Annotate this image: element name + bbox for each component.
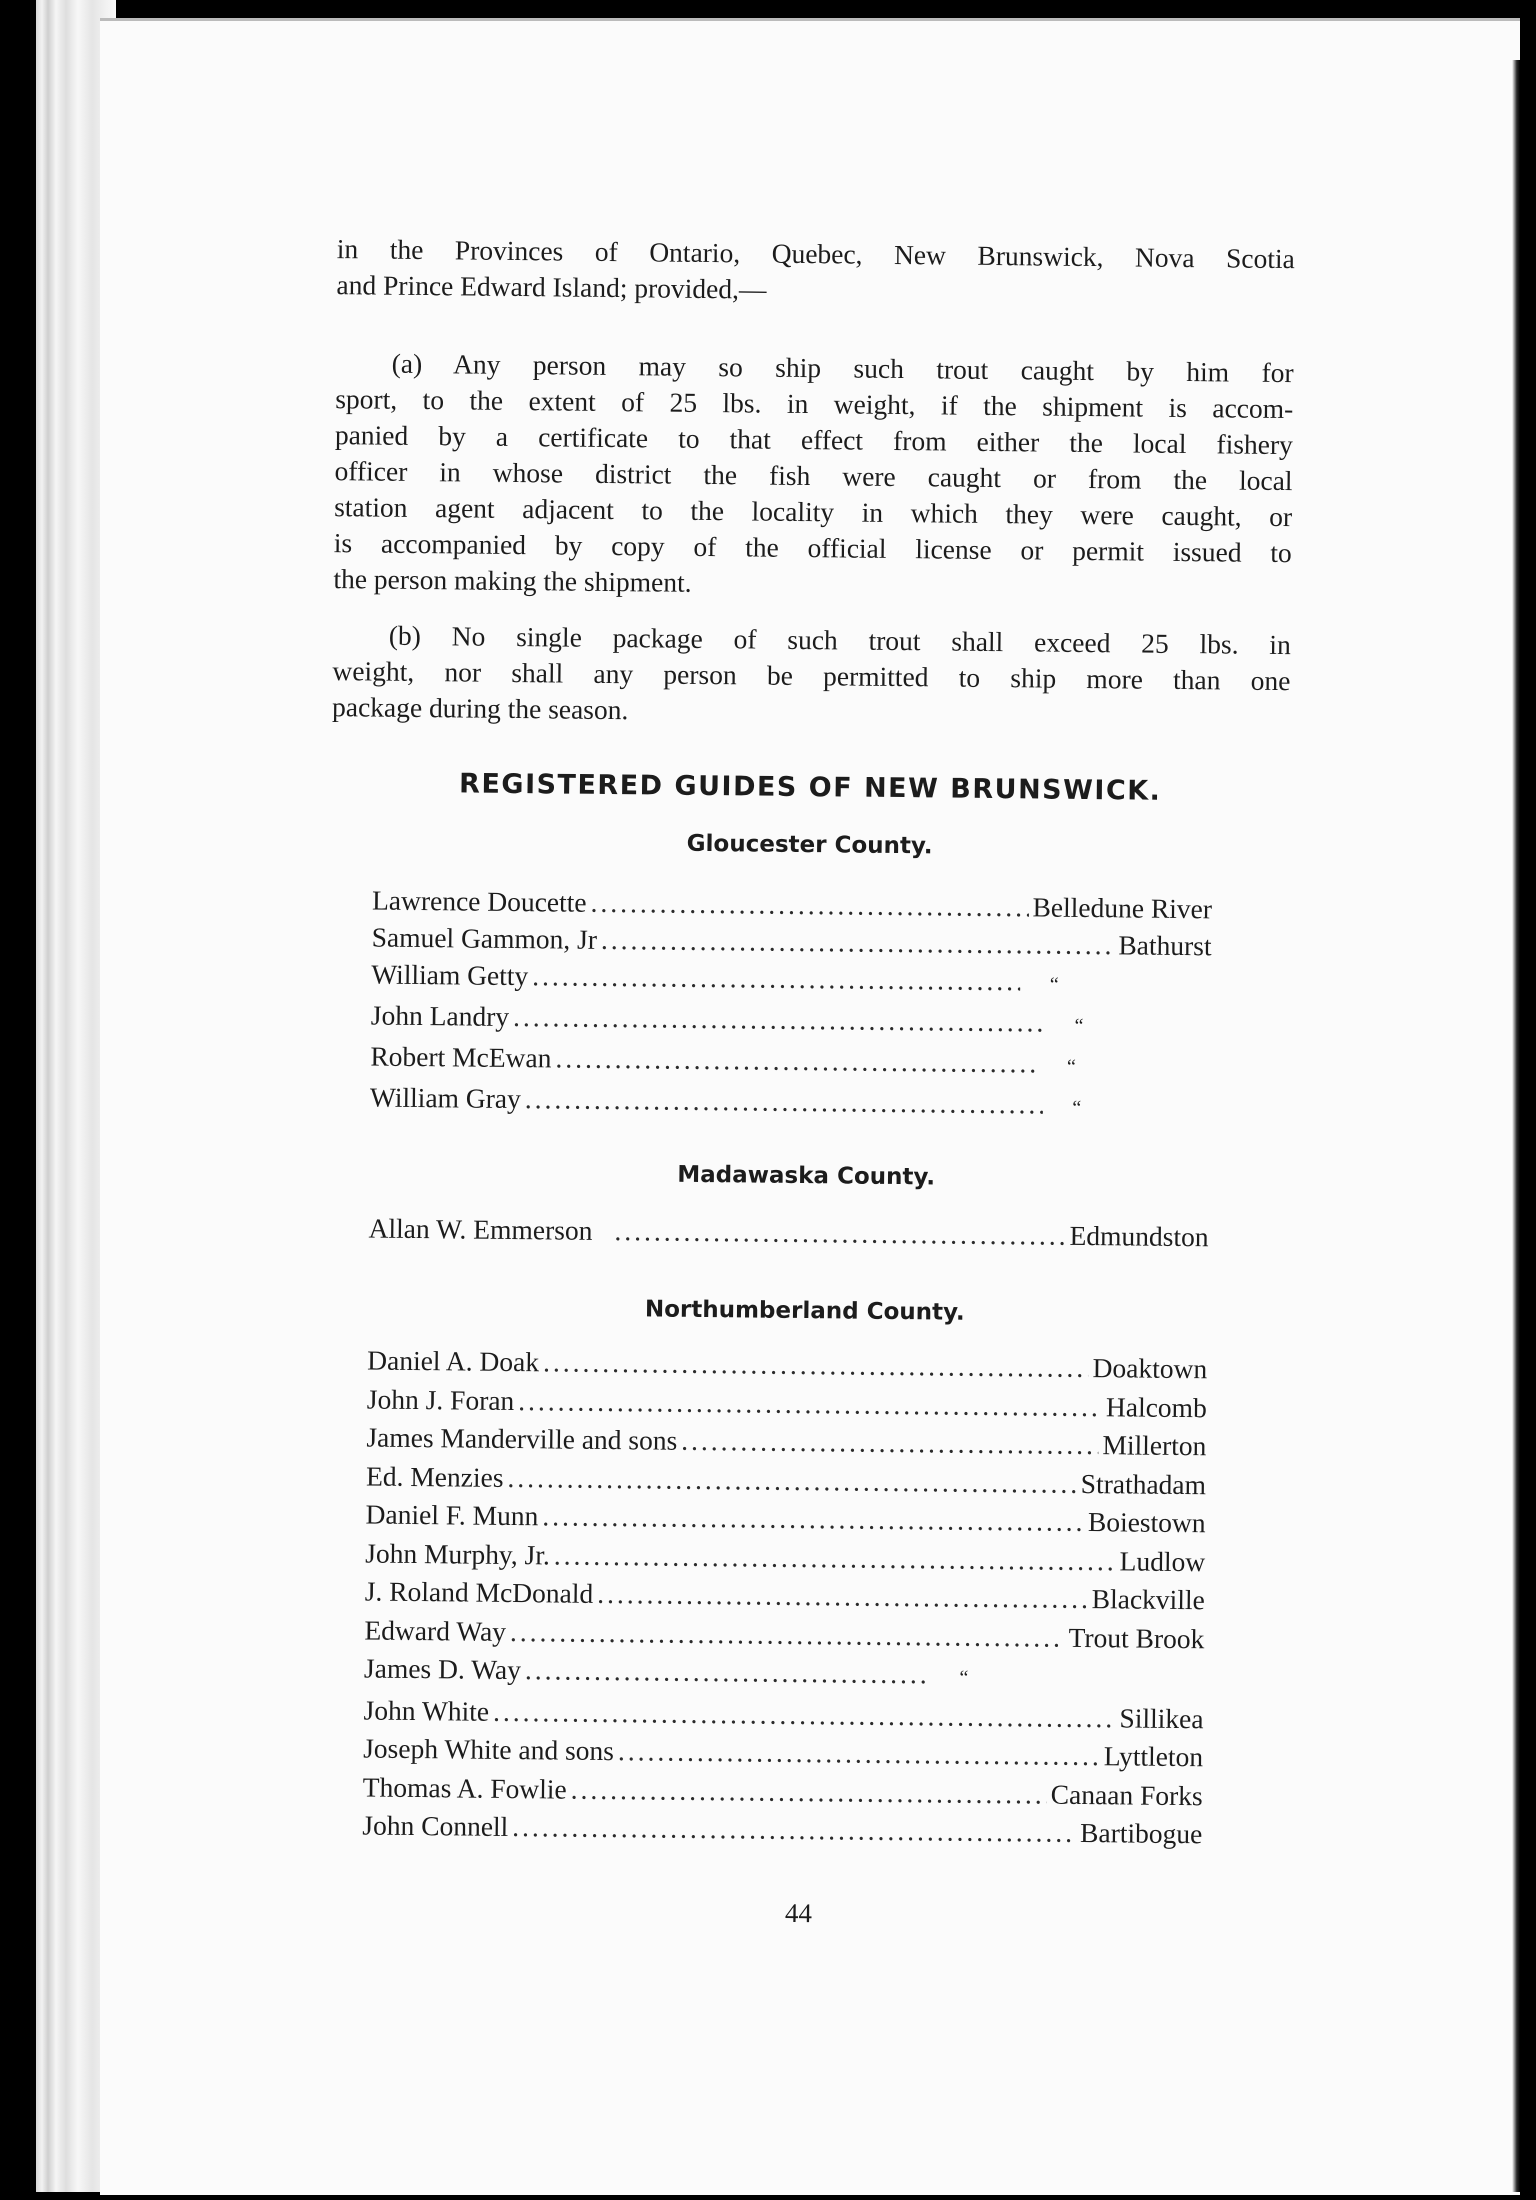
dot-leader [543, 1343, 1089, 1387]
guide-place: Belledune River [1032, 891, 1213, 925]
page-number: 44 [784, 1897, 813, 1929]
guide-name: Daniel A. Doak [367, 1344, 540, 1378]
guide-place: Doaktown [1092, 1352, 1208, 1385]
dot-leader [554, 1536, 1116, 1580]
guide-row [368, 1209, 1208, 1255]
guide-name: J. Roland McDonald [364, 1575, 594, 1609]
dot-leader [510, 1612, 1065, 1656]
dot-leader [493, 1692, 1116, 1737]
text-line: package during the season. [331, 691, 629, 726]
text-line: (b) No single package of such trout shall exceed 25 lbs. in [388, 619, 1291, 661]
guide-name: Daniel F. Munn [365, 1498, 539, 1532]
dot-leader [525, 1080, 1043, 1122]
dot-leader [513, 998, 1045, 1041]
guide-place: Bathurst [1118, 929, 1212, 962]
guide-place-ditto: “ [1066, 1055, 1076, 1078]
guide-name: Samuel Gammon, Jr [371, 921, 598, 955]
guide-place: Trout Brook [1068, 1621, 1205, 1654]
text-line: sport, to the extent of 25 lbs. in weight, if the shipment is accom- [335, 383, 1294, 425]
text-line: and Prince Edward Island; provided,— [336, 269, 767, 305]
guide-place: Halcomb [1105, 1390, 1207, 1423]
text-line: station agent adjacent to the locality in which they were caught, or [334, 491, 1293, 533]
county-heading-gloucester: Gloucester County. [686, 830, 933, 860]
guide-list-gloucester [370, 882, 1212, 1129]
dot-leader [525, 1651, 930, 1694]
county-heading-northumberland: Northumberland County. [644, 1296, 965, 1326]
text-line: (a) Any person may so ship such trout caught by him for [391, 347, 1294, 389]
guide-name: William Getty [371, 958, 529, 992]
guide-place-ditto: “ [1074, 1014, 1084, 1037]
guide-name: Allan W. Emmerson [368, 1212, 593, 1246]
clause-a-paragraph [333, 345, 1294, 607]
guide-name: Lawrence Doucette [371, 884, 587, 918]
dot-leader [507, 1458, 1077, 1502]
guide-name: John Connell [362, 1809, 509, 1842]
county-heading-madawaska: Madawaska County. [677, 1161, 936, 1191]
dot-leader [571, 1770, 1047, 1813]
text-line: in the Provinces of Ontario, Quebec, New Brunswick, Nova Scotia [336, 233, 1296, 275]
text-line: is accompanied by copy of the official license or permit issued to [333, 527, 1292, 569]
guide-place-ditto: “ [959, 1666, 969, 1689]
guide-name: Robert McEwan [370, 1040, 552, 1074]
dot-leader [601, 921, 1115, 963]
guide-place: Millerton [1102, 1429, 1207, 1462]
text-line: panied by a certificate to that effect from either the local fishery [334, 419, 1294, 461]
guide-name: Joseph White and sons [363, 1732, 615, 1767]
guide-name: James D. Way [363, 1652, 522, 1686]
guide-place: Edmundston [1069, 1219, 1209, 1253]
guide-name: John White [363, 1693, 490, 1727]
dot-leader [614, 1212, 1066, 1254]
guide-place: Blackville [1091, 1583, 1205, 1616]
guide-list-northumberland [362, 1341, 1207, 1853]
guide-place-ditto: “ [1072, 1096, 1082, 1119]
guide-name: John Murphy, Jr. [365, 1536, 551, 1570]
dot-leader [518, 1382, 1102, 1427]
guide-name: James Manderville and sons [366, 1421, 678, 1456]
dot-leader [512, 1808, 1076, 1852]
guide-place: Strathadam [1080, 1467, 1207, 1500]
guide-name: John Landry [370, 999, 510, 1032]
text-line: the person making the shipment. [333, 563, 692, 598]
text-line: weight, nor shall any person be permitted to ship more than one [332, 655, 1291, 697]
dot-leader [532, 957, 1020, 999]
guide-name: John J. Foran [366, 1382, 515, 1416]
guide-place: Bartibogue [1079, 1816, 1203, 1850]
dot-leader [618, 1732, 1100, 1776]
dot-leader [542, 1497, 1084, 1541]
guide-place-ditto: “ [1049, 973, 1059, 996]
dot-leader [681, 1422, 1099, 1465]
clause-b-paragraph [332, 617, 1291, 735]
guide-name: Thomas A. Fowlie [362, 1770, 567, 1805]
guide-place: Boiestown [1087, 1506, 1206, 1539]
guide-name: Ed. Menzies [365, 1459, 504, 1493]
guide-place: Ludlow [1119, 1544, 1206, 1577]
text-line: officer in whose district the fish were caught or from the local [334, 455, 1293, 497]
guide-place: Lyttleton [1103, 1740, 1204, 1773]
guide-place: Canaan Forks [1050, 1778, 1203, 1811]
dot-leader [590, 884, 1028, 926]
guide-name: Edward Way [364, 1613, 507, 1647]
dot-leader [597, 1575, 1088, 1619]
guide-name: William Gray [369, 1081, 522, 1115]
dot-leader [555, 1039, 1037, 1081]
section-heading: REGISTERED GUIDES OF NEW BRUNSWICK. [458, 768, 1162, 807]
guide-list-madawaska [368, 1209, 1208, 1255]
intro-paragraph [336, 231, 1295, 313]
guide-place: Sillikea [1119, 1701, 1204, 1734]
